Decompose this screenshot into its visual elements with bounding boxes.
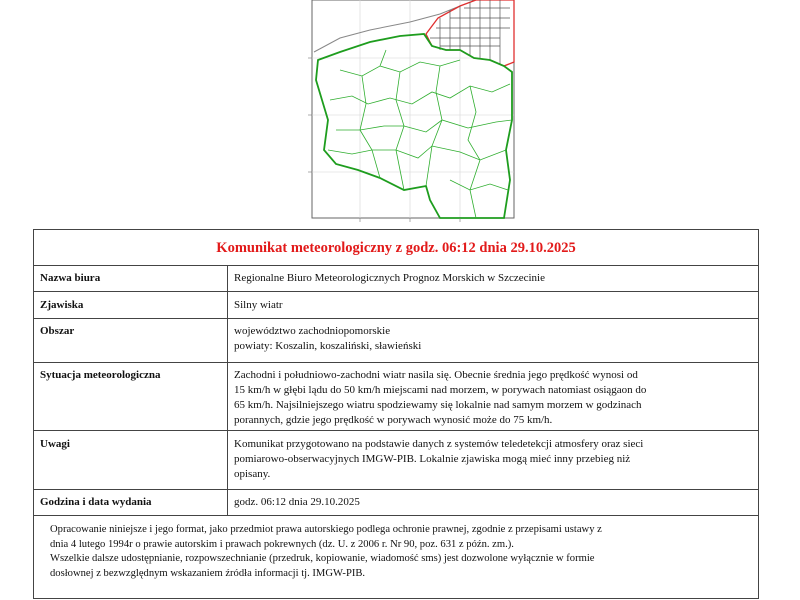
warning-area-map xyxy=(300,0,520,222)
row-label: Uwagi xyxy=(34,431,228,490)
table-row xyxy=(34,431,758,490)
table-row xyxy=(34,490,758,516)
table-row xyxy=(34,363,758,431)
row-value-line: 15 km/h w głębi lądu do 50 km/h miejscami nad morzem, w porywach natomiast osiągaon do xyxy=(234,384,647,396)
row-value xyxy=(228,266,759,292)
footer-line: Opracowanie niniejsze i jego format, jako przedmiot prawa autorskiego podlega ochronie prawnej, zgodnie z przepisami ustawy z xyxy=(50,524,602,535)
row-label: Obszar xyxy=(34,319,228,363)
row-value-line: województwo zachodniopomorskie xyxy=(234,325,391,337)
table-row xyxy=(34,319,758,363)
row-label: Godzina i data wydania xyxy=(34,490,228,516)
row-value-line: godz. 06:12 dnia 29.10.2025 xyxy=(234,496,360,508)
footer-line: Wszelkie dalsze udostępnianie, rozpowszechnianie (przedruk, kopiowanie, wiadomość sms) jest dozwolone wyłącznie w formie xyxy=(50,553,595,564)
row-value-line: Regionalne Biuro Meteorologicznych Prognoz Morskich w Szczecinie xyxy=(234,272,545,284)
row-value-line: Silny wiatr xyxy=(234,299,283,311)
footer-line: dosłownej z bezwzględnym wskazaniem źródła informacji tj. IMGW-PIB. xyxy=(50,567,366,579)
communique-panel xyxy=(33,229,759,599)
row-value xyxy=(228,490,759,516)
row-value-line: Komunikat przygotowano na podstawie danych z systemów teledetekcji atmosfery oraz sieci xyxy=(234,438,644,450)
row-value xyxy=(228,363,759,431)
communique-title: Komunikat meteorologiczny z godz. 06:12 dnia 29.10.2025 xyxy=(34,230,758,266)
copyright-paragraph-1 xyxy=(42,523,750,552)
row-label: Sytuacja meteorologiczna xyxy=(34,363,228,431)
communique-table xyxy=(34,266,758,516)
row-label: Nazwa biura xyxy=(34,266,228,292)
row-value-line: powiaty: Koszalin, koszaliński, sławieński xyxy=(234,340,422,352)
copyright-paragraph-2 xyxy=(42,552,750,581)
row-label: Zjawiska xyxy=(34,292,228,319)
row-value-line: porannych, gdzie jego prędkość w porywach wynosić może do 75 km/h. xyxy=(234,414,553,426)
row-value xyxy=(228,292,759,319)
row-value-line: Zachodni i południowo-zachodni wiatr nasila się. Obecnie średnia jego prędkość wynosi od xyxy=(234,369,638,381)
row-value-line: opisany. xyxy=(234,468,271,480)
copyright-notice xyxy=(34,516,758,581)
footer-line: dnia 4 lutego 1994r o prawie autorskim i prawach pokrewnych (dz. U. z 2006 r. Nr 90, poz. 631 z późn. zm.). xyxy=(50,538,514,550)
map-svg xyxy=(300,0,520,222)
table-row xyxy=(34,266,758,292)
row-value-line: 65 km/h. Najsilniejszego wiatru spodziewamy się lokalnie nad samym morzem w godzinach xyxy=(234,399,642,411)
row-value xyxy=(228,431,759,490)
table-row xyxy=(34,292,758,319)
row-value xyxy=(228,319,759,363)
row-value-line: pomiarowo-obserwacyjnych IMGW-PIB. Lokalnie zjawiska mogą mieć inny przebieg niż xyxy=(234,453,631,465)
